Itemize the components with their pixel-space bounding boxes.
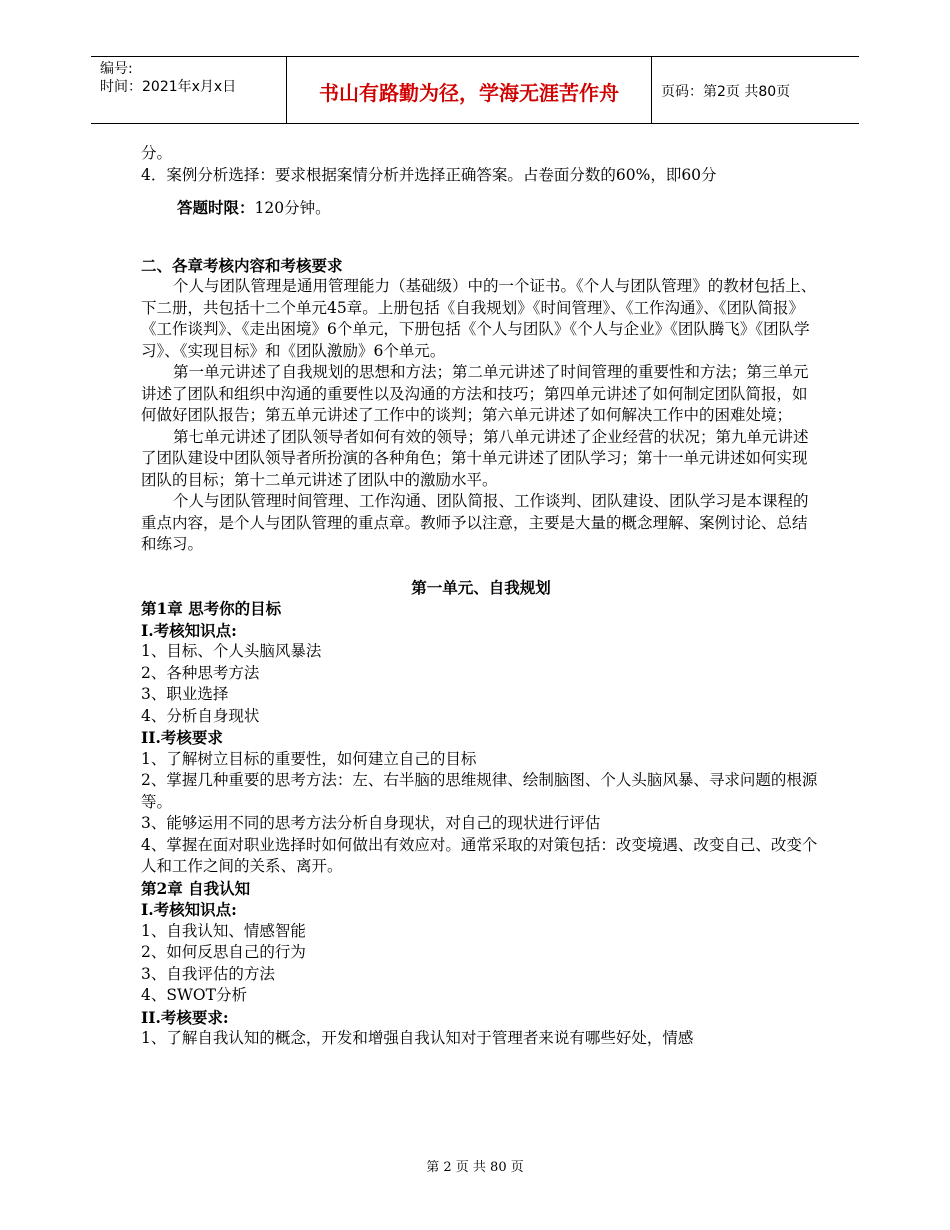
text-line: 分。 <box>141 144 173 162</box>
list-item: 3、自我评估的方法 <box>141 964 275 983</box>
list-item: 3、职业选择 <box>141 685 229 703</box>
section-title: 二、各章考核内容和考核要求 <box>141 255 343 275</box>
paragraph: 第七单元讲述了团队领导者如何有效的领导；第八单元讲述了企业经营的状况；第九单元讲述了团队建设中团队领导者所扮演的各种角色；第十单元讲述了团队学习；第十一单元讲述如何实现团队的目标；第十二单元讲述了团队中的激励水平。 <box>141 427 809 489</box>
unit-title: 第一单元、自我规划 <box>411 577 551 597</box>
list-item: 1、了解自我认知的概念，开发和增强自我认知对于管理者来说有哪些好处，情感 <box>141 1029 694 1047</box>
list-item: 2、如何反思自己的行为 <box>141 943 306 961</box>
requirements-heading: II.考核要求 <box>141 728 223 747</box>
time-label: 时间：2021年x月x日 <box>100 79 237 95</box>
paragraph: 个人与团队管理时间管理、工作沟通、团队简报、工作谈判、团队建设、团队学习是本课程的重点内容，是个人与团队管理的重点章。教师予以注意，主要是大量的概念理解、案例讨论、总结和练习。 <box>141 492 809 553</box>
document-body <box>141 143 821 1050</box>
list-item: 2、掌握几种重要的思考方法：左、右半脑的思维规律、绘制脑图、个人头脑风暴、寻求问题的根源等。 <box>141 771 818 811</box>
time-limit-label: 答题时限： <box>177 198 255 217</box>
list-item: 1、了解树立目标的重要性，如何建立自己的目标 <box>141 749 477 768</box>
list-item: 4、SWOT分析 <box>141 986 247 1004</box>
header-page-info: 页码：第2页 共80页 <box>661 84 791 100</box>
list-item: 1、目标、个人头脑风暴法 <box>141 642 322 660</box>
time-limit-value: 120分钟。 <box>254 199 331 217</box>
requirements-heading: II.考核要求: <box>141 1007 229 1027</box>
number-label: 编号: <box>100 61 133 77</box>
list-item: 1、自我认知、情感智能 <box>141 921 306 940</box>
list-item: 4、分析自身现状 <box>141 706 260 725</box>
paragraph: 第一单元讲述了自我规划的思想和方法；第二单元讲述了时间管理的重要性和方法；第三单元讲述了团队和组织中沟通的重要性以及沟通的方法和技巧；第四单元讲述了如何制定团队简报，如何做好团队报告；第五单元讲述了工作中的谈判；第六单元讲述了如何解决工作中的困难处境； <box>141 363 809 424</box>
list-item: 3、能够运用不同的思考方法分析自身现状，对自己的现状进行评估 <box>141 814 601 832</box>
list-item: 4、掌握在面对职业选择时如何做出有效应对。通常采取的对策包括：改变境遇、改变自己、改变个人和工作之间的关系、离开。 <box>141 835 818 875</box>
time-limit-line <box>141 197 821 220</box>
page-header <box>91 56 859 124</box>
text-line: 4．案例分析选择：要求根据案情分析并选择正确答案。占卷面分数的60%，即60分 <box>141 165 717 184</box>
page-footer: 第 2 页 共 80 页 <box>426 1160 524 1175</box>
header-motto: 书山有路勤为径，学海无涯苦作舟 <box>287 57 652 123</box>
knowledge-heading: I.考核知识点: <box>141 900 237 919</box>
paragraph: 个人与团队管理是通用管理能力（基础级）中的一个证书。《个人与团队管理》的教材包括上、下二册，共包括十二个单元45章。上册包括《自我规划》《时间管理》、《工作沟通》、《团队简报》《工作谈判》、《走出困境》6个单元，下册包括《个人与团队》《个人与企业》《团队腾飞》《团队学习》、《实现目标》和《团队激励》6个单元。 <box>141 277 817 360</box>
knowledge-heading: I.考核知识点: <box>141 620 237 640</box>
header-meta <box>91 57 287 123</box>
chapter-title: 第2章 自我认知 <box>141 878 251 898</box>
list-item: 2、各种思考方法 <box>141 663 260 682</box>
chapter-title: 第1章 思考你的目标 <box>141 599 282 618</box>
